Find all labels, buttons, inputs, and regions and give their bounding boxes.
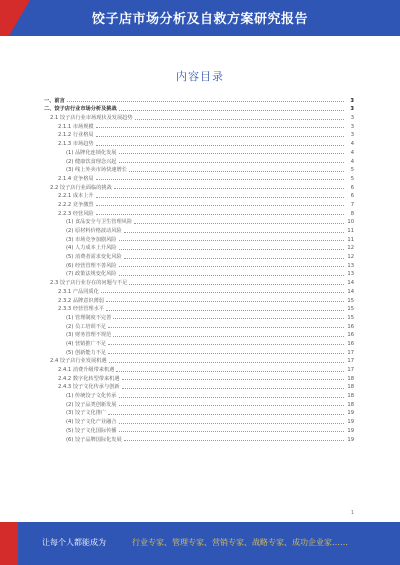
toc-entry-page: 11 <box>347 228 354 234</box>
toc-leader-dots <box>129 284 344 285</box>
toc-leader-dots <box>119 240 345 241</box>
toc-entry-page: 19 <box>347 436 354 443</box>
toc-entry-label: 2.4.2 数字化转型带来机遇 <box>58 375 120 382</box>
toc-entry-page: 17 <box>347 349 354 356</box>
toc-leader-dots <box>108 414 344 415</box>
toc-entry[interactable] <box>44 130 354 139</box>
toc-entry-label: (2) 原材料价格波动风险 <box>66 228 122 234</box>
toc-entry[interactable] <box>44 277 354 286</box>
toc-entry-page: 18 <box>347 393 354 400</box>
toc-entry-page: 13 <box>347 271 354 278</box>
toc-leader-dots <box>109 362 344 363</box>
toc-leader-dots <box>119 431 345 432</box>
toc-entry[interactable] <box>44 382 354 391</box>
toc-entry-label: 二、饺子店行业市场分析及挑战 <box>44 106 117 113</box>
toc-entry-label: (1) 传统饺子文化传承 <box>66 393 117 400</box>
header-banner <box>0 0 400 36</box>
toc-entry-page: 18 <box>347 375 354 382</box>
toc-entry[interactable] <box>44 347 354 356</box>
toc-entry[interactable] <box>44 199 354 208</box>
toc-entry-label: (3) 财务管理不规范 <box>66 332 112 339</box>
toc-leader-dots <box>106 301 344 302</box>
toc-entry-page: 5 <box>350 167 354 174</box>
toc-entry-label: 2.2 饺子店行业面临的挑战 <box>50 184 112 191</box>
toc-entry[interactable] <box>44 434 354 443</box>
toc-entry[interactable] <box>44 208 354 217</box>
toc-leader-dots <box>96 145 344 146</box>
toc-entry-label: (3) 饺子文化推广 <box>66 410 107 417</box>
toc-entry-label: 2.2.2 竞争激烈 <box>58 201 94 208</box>
toc-leader-dots <box>116 371 344 372</box>
toc-entry-page: 16 <box>347 323 354 330</box>
toc-leader-dots <box>108 327 344 328</box>
toc-entry-page: 6 <box>350 193 354 200</box>
toc-entry[interactable] <box>44 121 354 130</box>
toc-entry-label: (1) 食品安全与卫生管理风险 <box>66 219 133 226</box>
toc-entry[interactable] <box>44 191 354 200</box>
toc-entry[interactable] <box>44 330 354 339</box>
toc-entry-label: (2) 员工培训不足 <box>66 323 107 330</box>
toc-entry-page: 17 <box>347 358 354 365</box>
toc-leader-dots <box>96 136 344 137</box>
toc-entry-page: 16 <box>347 332 354 339</box>
toc-entry-label: (6) 饺子品牌国际化发展 <box>66 436 122 443</box>
toc-entry-page: 3 <box>350 132 354 139</box>
toc-entry-label: (1) 管理制度不完善 <box>66 314 112 321</box>
toc-leader-dots <box>101 292 344 293</box>
toc-entry[interactable] <box>44 416 354 425</box>
toc-entry[interactable] <box>44 112 354 121</box>
toc-leader-dots <box>96 214 344 215</box>
toc-entry-label: 2.4 饺子店行业发展机遇 <box>50 358 107 365</box>
toc-entry[interactable] <box>44 243 354 252</box>
toc-entry-label: 一、前言 <box>44 97 65 104</box>
toc-entry[interactable] <box>44 364 354 373</box>
toc-leader-dots <box>124 258 344 259</box>
toc-leader-dots <box>96 197 344 198</box>
toc-leader-dots <box>119 275 345 276</box>
toc-entry-page: 15 <box>347 306 354 313</box>
toc-entry-label: (1) 品牌化连锁化发展 <box>66 149 117 156</box>
toc-entry-label: (4) 营销推广不足 <box>66 340 107 347</box>
toc-entry-page: 4 <box>350 158 354 165</box>
toc-entry-page: 4 <box>350 141 354 148</box>
toc-leader-dots <box>108 353 344 354</box>
toc-leader-dots <box>114 188 344 189</box>
toc-entry-page: 11 <box>347 236 354 243</box>
toc-entry-label: 2.2.3 经营风险 <box>58 210 94 217</box>
toc-entry-label: (3) 市场竞争加剧风险 <box>66 236 117 243</box>
toc-entry-page: 19 <box>347 419 354 426</box>
toc-leader-dots <box>124 440 344 441</box>
toc-entry-label: (4) 饺子文化产业融合 <box>66 419 117 426</box>
toc-leader-dots <box>96 127 344 128</box>
toc-leader-dots <box>119 397 345 398</box>
toc-entry-page: 12 <box>347 245 354 252</box>
toc-entry-label: (5) 创新能力不足 <box>66 349 107 356</box>
toc-leader-dots <box>119 162 345 163</box>
toc-entry[interactable] <box>44 217 354 226</box>
toc-entry-page: 3 <box>350 97 354 104</box>
toc-entry-page: 3 <box>350 106 354 113</box>
toc-entry[interactable] <box>44 338 354 347</box>
toc-entry[interactable] <box>44 165 354 174</box>
toc-entry-label: (4) 人力成本上升风险 <box>66 245 117 252</box>
toc-entry-page: 18 <box>347 401 354 408</box>
toc-entry[interactable] <box>44 304 354 313</box>
toc-entry[interactable] <box>44 225 354 234</box>
toc-entry-label: 2.3 饺子店行业存在的问题与不足 <box>50 280 128 287</box>
toc-entry-label: 2.1.4 竞争格局 <box>58 175 94 182</box>
toc-entry-label: 2.3.2 品牌意识薄弱 <box>58 297 104 304</box>
toc-entry-label: 2.4.3 饺子文化传承与创新 <box>58 384 120 391</box>
footer-red-accent <box>0 522 18 565</box>
toc-entry-label: 2.1 饺子店行业市场现状及发展趋势 <box>50 115 133 122</box>
toc-leader-dots <box>119 110 344 111</box>
toc-entry[interactable] <box>44 408 354 417</box>
footer-slogan-right: 行业专家、管理专家、营销专家、战略专家、成功企业家…… <box>132 538 348 547</box>
toc-entry-label: 2.3.1 产品同质化 <box>58 288 99 295</box>
toc-entry[interactable] <box>44 321 354 330</box>
toc-entry-label: 2.1.1 市场规模 <box>58 123 94 130</box>
toc-entry-label: (5) 消费者需求变化风险 <box>66 254 122 261</box>
toc-entry-page: 19 <box>347 410 354 417</box>
toc-entry-page: 12 <box>347 254 354 261</box>
toc-entry[interactable] <box>44 286 354 295</box>
toc-entry[interactable] <box>44 269 354 278</box>
toc-entry-label: (3) 线上外卖市场快速增长 <box>66 167 127 174</box>
toc-entry[interactable] <box>44 399 354 408</box>
toc-entry[interactable] <box>44 373 354 382</box>
toc-entry-label: (6) 经营管理不善风险 <box>66 262 117 269</box>
toc-entry-label: (7) 政策法规变化风险 <box>66 271 117 278</box>
toc-entry[interactable] <box>44 147 354 156</box>
toc-entry[interactable] <box>44 234 354 243</box>
page-number: 1 <box>350 510 354 516</box>
toc-entry[interactable] <box>44 260 354 269</box>
toc-entry[interactable] <box>44 390 354 399</box>
toc-entry-page: 3 <box>350 115 354 122</box>
toc-entry[interactable] <box>44 295 354 304</box>
toc-entry-page: 18 <box>347 384 354 391</box>
toc-leader-dots <box>135 119 344 120</box>
toc-heading: 内容目录 <box>176 70 224 83</box>
toc-leader-dots <box>108 344 344 345</box>
toc-entry[interactable] <box>44 138 354 147</box>
toc-entry-page: 14 <box>347 288 354 295</box>
toc-leader-dots <box>96 179 344 180</box>
toc-entry[interactable] <box>44 182 354 191</box>
toc-leader-dots <box>119 423 345 424</box>
toc-leader-dots <box>113 336 344 337</box>
table-of-contents <box>44 95 354 443</box>
toc-entry-label: 2.2.1 成本上升 <box>58 193 94 200</box>
toc-leader-dots <box>106 310 344 311</box>
toc-entry-label: (2) 饺子品类创新发展 <box>66 401 117 408</box>
toc-leader-dots <box>122 388 344 389</box>
toc-entry-page: 10 <box>347 219 354 226</box>
toc-leader-dots <box>113 318 344 319</box>
toc-entry-label: 2.1.3 市场趋势 <box>58 141 94 148</box>
toc-entry[interactable] <box>44 104 354 113</box>
toc-entry-label: (2) 健康饮食理念兴起 <box>66 158 117 165</box>
toc-entry-page: 5 <box>350 175 354 182</box>
toc-leader-dots <box>122 379 344 380</box>
toc-leader-dots <box>119 249 345 250</box>
toc-leader-dots <box>129 171 344 172</box>
toc-entry-page: 16 <box>347 340 354 347</box>
toc-entry-label: 2.1.2 行业格局 <box>58 132 94 139</box>
toc-entry[interactable] <box>44 425 354 434</box>
toc-entry-page: 4 <box>350 149 354 156</box>
toc-entry-page: 6 <box>350 184 354 191</box>
toc-entry[interactable] <box>44 251 354 260</box>
toc-leader-dots <box>67 101 344 102</box>
toc-entry[interactable] <box>44 356 354 365</box>
footer-slogan-left: 让每个人都能成为 <box>42 538 106 547</box>
report-title: 饺子店市场分析及自救方案研究报告 <box>91 12 308 27</box>
toc-entry-page: 19 <box>347 427 354 434</box>
toc-entry-page: 8 <box>350 210 354 217</box>
toc-entry-page: 3 <box>350 123 354 130</box>
toc-leader-dots <box>96 205 344 206</box>
toc-entry[interactable] <box>44 312 354 321</box>
toc-leader-dots <box>119 405 345 406</box>
toc-entry-page: 7 <box>350 201 354 208</box>
toc-entry[interactable] <box>44 95 354 104</box>
toc-entry[interactable] <box>44 173 354 182</box>
toc-leader-dots <box>124 232 344 233</box>
toc-entry-page: 15 <box>347 314 354 321</box>
toc-entry-label: 2.4.1 消费升级带来机遇 <box>58 367 115 373</box>
footer-banner <box>0 522 400 565</box>
toc-leader-dots <box>134 223 344 224</box>
toc-entry-page: 17 <box>347 367 354 373</box>
toc-entry-label: 2.3.3 经营管理水平 <box>58 306 104 313</box>
toc-leader-dots <box>119 153 345 154</box>
toc-entry-label: (5) 饺子文化国际传播 <box>66 427 117 434</box>
toc-entry-page: 15 <box>347 297 354 304</box>
toc-entry-page: 14 <box>347 280 354 287</box>
toc-leader-dots <box>119 266 345 267</box>
toc-entry[interactable] <box>44 156 354 165</box>
toc-entry-page: 13 <box>347 262 354 269</box>
